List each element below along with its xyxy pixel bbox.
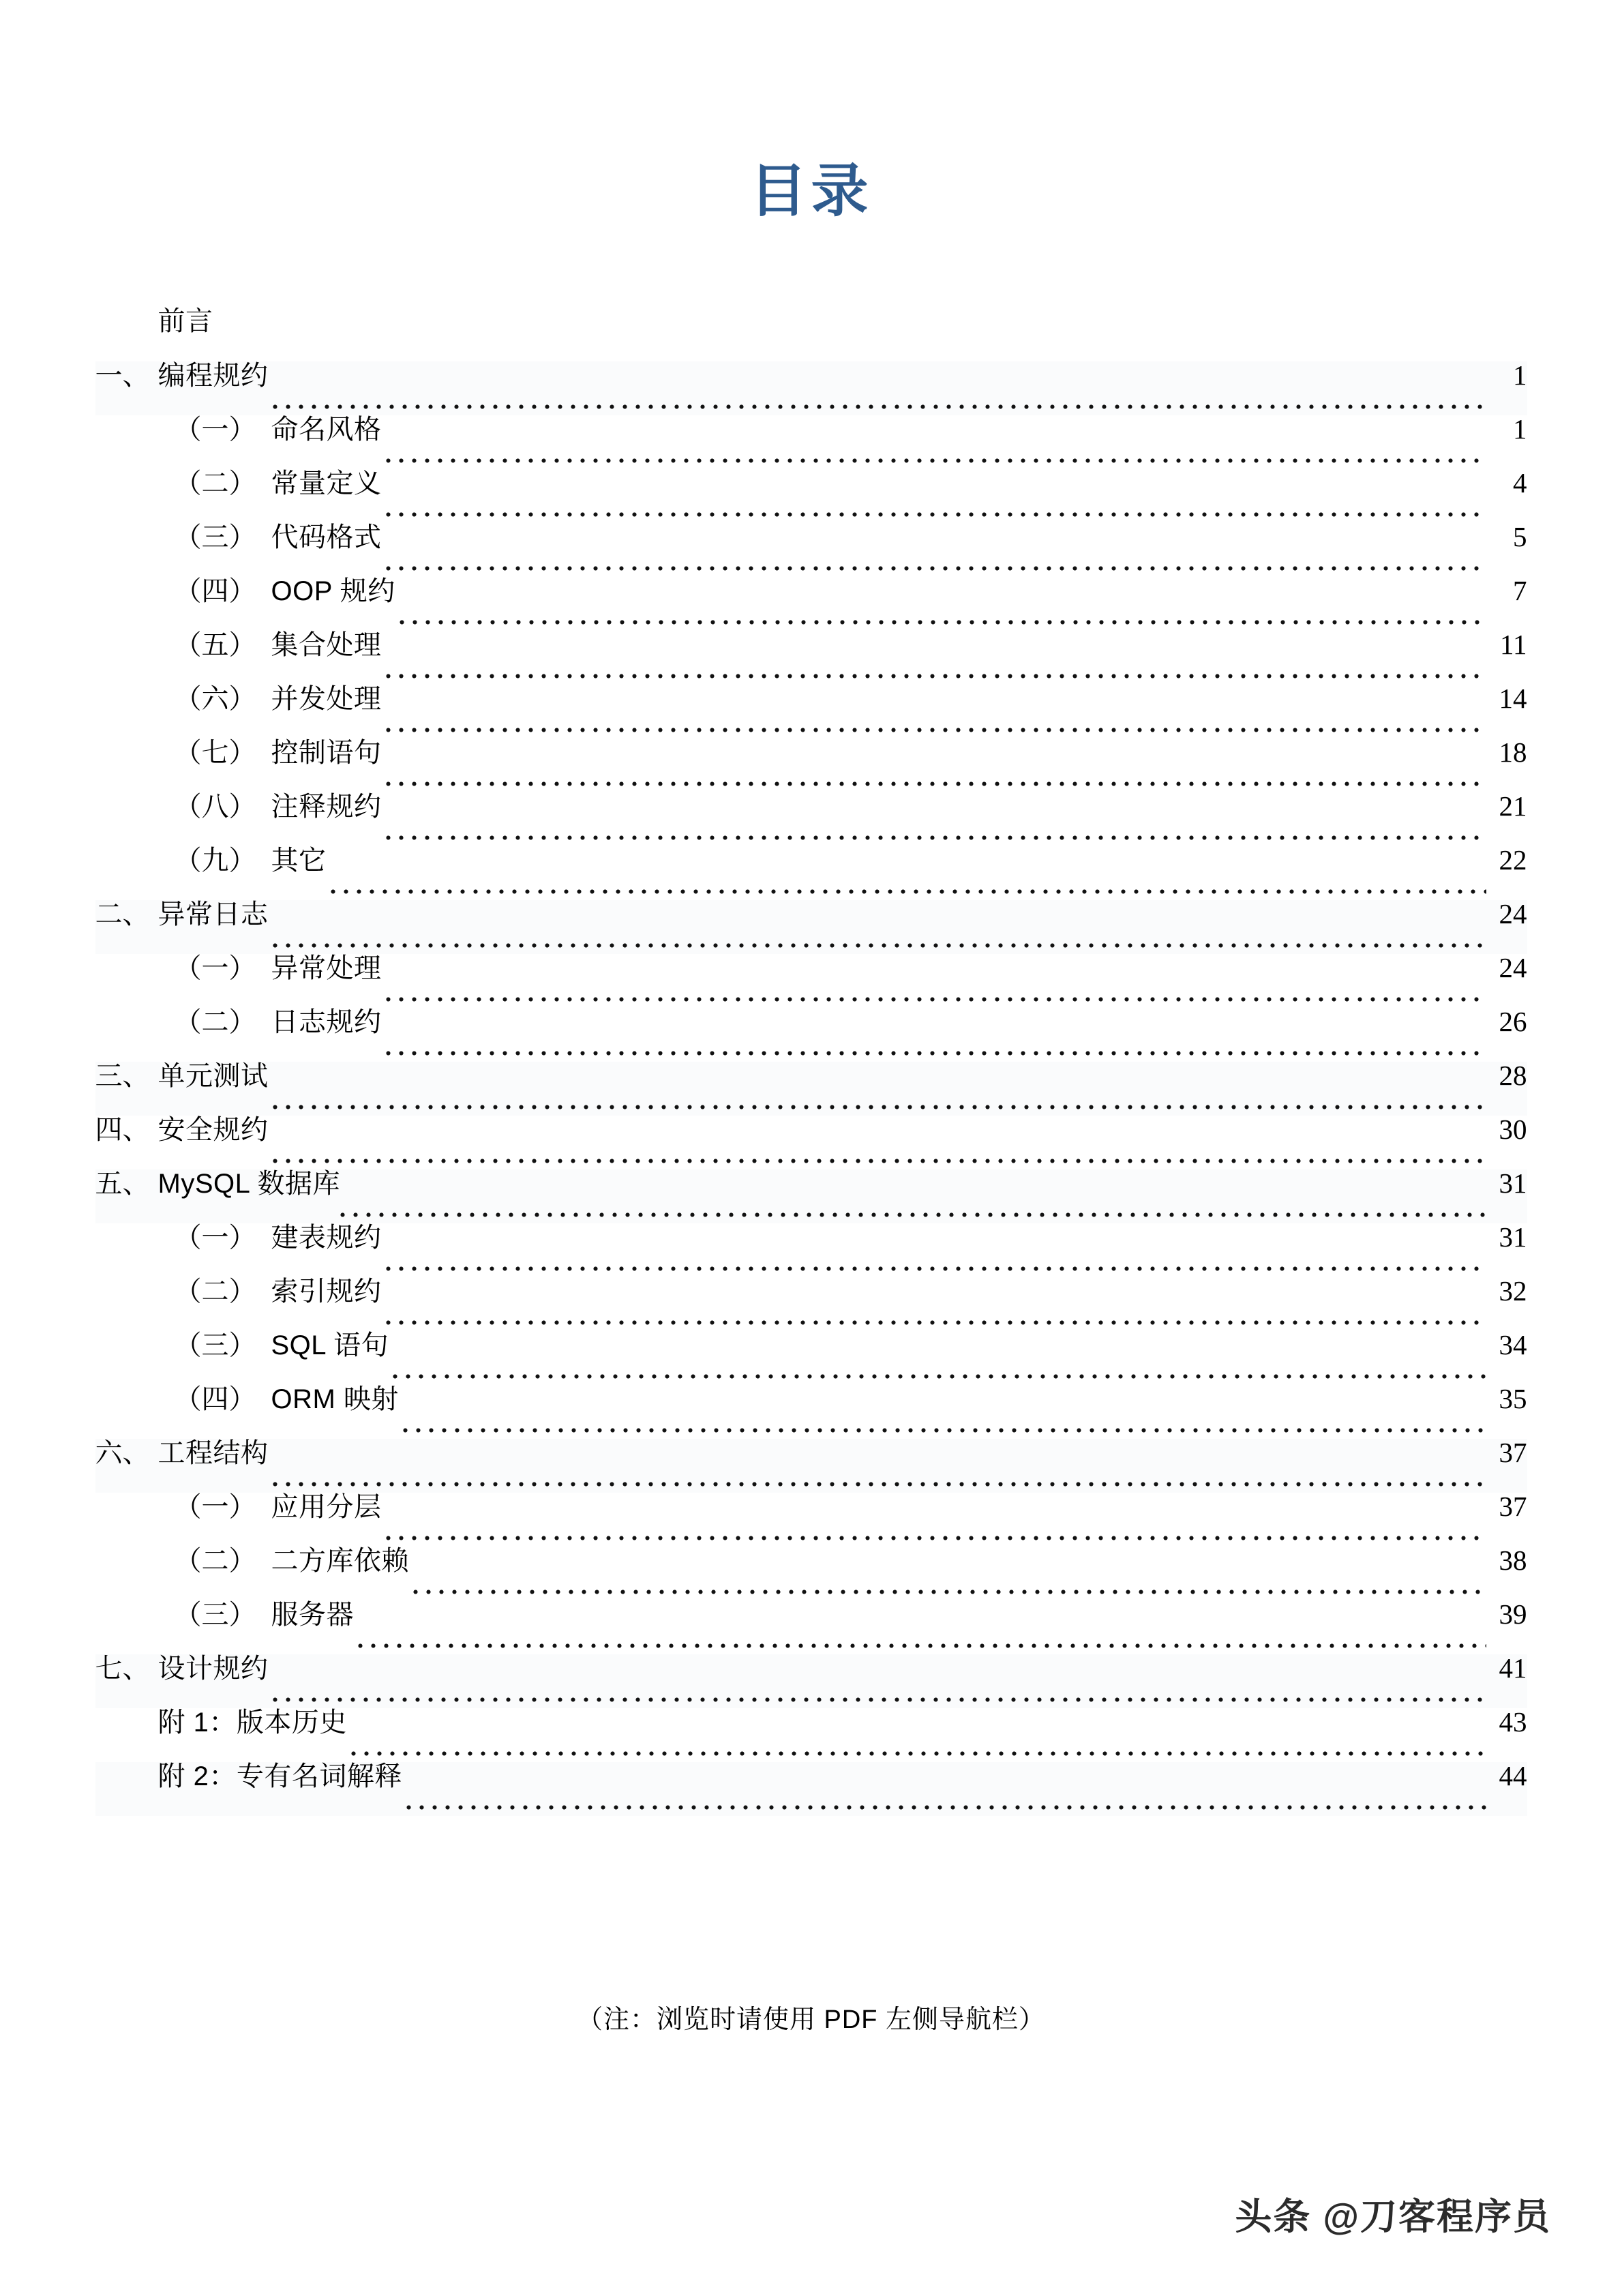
- toc-entry-label-wrap: [95, 1170, 341, 1197]
- toc-entry-marker: （一）: [174, 415, 256, 445]
- toc-entry[interactable]: [95, 1331, 1527, 1385]
- toc-entry-label: 其它: [271, 846, 327, 876]
- dot-leader: [386, 1250, 1486, 1277]
- toc-entry[interactable]: [95, 954, 1527, 1008]
- toc-entry-label: 常量定义: [271, 468, 382, 498]
- toc-entry-label: 集合处理: [271, 630, 382, 660]
- toc-page-number: 37: [1499, 1438, 1527, 1468]
- toc-entry-label-wrap: [95, 416, 382, 443]
- toc-entry-label-wrap: [95, 955, 382, 982]
- toc-entry-marker: 一、: [95, 361, 150, 391]
- dot-leader: [386, 819, 1486, 846]
- toc-entry-label-wrap: [95, 1224, 382, 1251]
- toc-entry-label-wrap: [95, 470, 382, 497]
- toc-page-number: 7: [1513, 576, 1527, 606]
- toc-entry-label-wrap: [95, 1009, 382, 1036]
- toc-entry-label: 单元测试: [157, 1061, 269, 1091]
- dot-leader: [273, 1142, 1486, 1169]
- toc-entry[interactable]: [95, 685, 1527, 739]
- dot-leader: [273, 927, 1486, 954]
- toc-page-number: 24: [1499, 899, 1527, 929]
- toc-entry-marker: （三）: [174, 522, 256, 552]
- toc-page-number: 11: [1500, 630, 1527, 660]
- toc-entry-label: 控制语句: [271, 738, 382, 768]
- toc-entry-label-wrap: [95, 524, 382, 551]
- toc-entry[interactable]: [95, 469, 1527, 523]
- toc-entry[interactable]: [95, 1708, 1527, 1762]
- toc-entry[interactable]: [95, 1223, 1527, 1277]
- footer-note: （注：浏览时请使用 PDF 左侧导航栏）: [576, 2006, 1046, 2034]
- toc-entry-marker: （七）: [174, 738, 256, 768]
- toc-entry-label: 设计规约: [157, 1654, 269, 1684]
- toc-entry[interactable]: [95, 1169, 1527, 1223]
- dot-leader: [273, 1681, 1486, 1708]
- dot-leader: [386, 550, 1486, 577]
- toc-entry-label: 二方库依赖: [271, 1546, 409, 1576]
- toc-page-number: 21: [1499, 792, 1527, 822]
- toc-page-number: 28: [1499, 1061, 1527, 1091]
- toc-entry-label-wrap: [95, 1116, 269, 1144]
- toc-entry-label-wrap: [95, 1493, 382, 1521]
- toc-entry-label-wrap: [95, 362, 269, 389]
- toc-entry-label: 命名风格: [271, 415, 382, 445]
- toc-entry-marker: （一）: [174, 953, 256, 983]
- toc-entry-label: 编程规约: [157, 361, 269, 391]
- toc-entry-marker: （四）: [174, 1384, 256, 1414]
- toc-page-number: 14: [1499, 684, 1527, 714]
- toc-entry-label-wrap: [95, 1655, 269, 1682]
- toc-entry-label: 安全规约: [157, 1115, 269, 1145]
- toc-entry[interactable]: [95, 631, 1527, 685]
- toc-page-number: 35: [1499, 1384, 1527, 1414]
- toc-entry-label-wrap: [95, 847, 327, 874]
- table-of-contents: [95, 258, 1527, 1816]
- toc-entry-label: 索引规约: [271, 1277, 382, 1307]
- toc-entry-marker: 二、: [95, 899, 150, 929]
- toc-entry-label: OOP 规约: [271, 576, 395, 606]
- dot-leader: [386, 765, 1486, 792]
- dot-leader: [386, 496, 1486, 523]
- toc-page-number: 38: [1499, 1546, 1527, 1576]
- toc-entry-label-wrap: [95, 1332, 389, 1359]
- toc-entry-label: 日志规约: [271, 1007, 382, 1037]
- toc-entry-marker: （二）: [174, 1277, 256, 1307]
- toc-entry-label-wrap: [95, 308, 213, 335]
- toc-entry-marker: 七、: [95, 1654, 150, 1684]
- dot-leader: [386, 1034, 1486, 1062]
- toc-entry-label: 建表规约: [271, 1223, 382, 1253]
- watermark: 头条 @刀客程序员: [1235, 2196, 1551, 2237]
- toc-entry-marker: （二）: [174, 468, 256, 498]
- toc-entry-marker: （九）: [174, 846, 256, 876]
- toc-page-number: 18: [1499, 738, 1527, 768]
- toc-page-number: 4: [1513, 468, 1527, 498]
- dot-leader: [386, 657, 1486, 685]
- toc-page-number: 31: [1499, 1223, 1527, 1253]
- toc-entry-label-wrap: [95, 1440, 269, 1467]
- toc-entry-label-wrap: [95, 739, 382, 766]
- toc-entry[interactable]: [95, 1547, 1527, 1600]
- toc-entry-label: 附 2：专有名词解释: [157, 1761, 402, 1791]
- toc-entry-marker: （二）: [174, 1546, 256, 1576]
- toc-entry-label: 注释规约: [271, 792, 382, 822]
- toc-entry-label-wrap: [95, 685, 382, 713]
- dot-leader: [386, 1519, 1486, 1547]
- dot-leader: [393, 1358, 1486, 1385]
- dot-leader: [331, 873, 1486, 900]
- toc-entry[interactable]: [95, 1277, 1527, 1331]
- toc-entry-label-wrap: [95, 1763, 402, 1790]
- toc-page-number: 1: [1513, 415, 1527, 445]
- toc-entry-label-wrap: [95, 1062, 269, 1090]
- toc-entry-label-wrap: [95, 631, 382, 659]
- toc-page-number: 41: [1499, 1654, 1527, 1684]
- toc-entry-marker: 六、: [95, 1438, 150, 1468]
- toc-entry-label-wrap: [95, 578, 395, 605]
- toc-page-number: 31: [1499, 1169, 1527, 1199]
- dot-leader: [413, 1573, 1486, 1600]
- toc-entry-label: SQL 语句: [271, 1330, 389, 1360]
- toc-entry[interactable]: [95, 846, 1527, 900]
- page-title: 目录: [749, 159, 873, 224]
- toc-entry[interactable]: [95, 739, 1527, 792]
- toc-entry-label: ORM 映射: [271, 1384, 399, 1414]
- toc-page-number: 26: [1499, 1007, 1527, 1037]
- toc-entry[interactable]: [95, 577, 1527, 631]
- toc-entry-marker: （三）: [174, 1600, 256, 1630]
- toc-entry-label-wrap: [95, 1547, 410, 1575]
- toc-entry-marker: （六）: [174, 684, 256, 714]
- toc-entry[interactable]: [95, 415, 1527, 469]
- dot-leader: [400, 603, 1486, 631]
- toc-entry[interactable]: [95, 792, 1527, 846]
- toc-page-number: 34: [1499, 1330, 1527, 1360]
- dot-leader: [273, 388, 1486, 415]
- toc-entry-label-wrap: [95, 1386, 399, 1413]
- toc-entry-marker: （二）: [174, 1007, 256, 1037]
- toc-entry-marker: 五、: [95, 1169, 150, 1199]
- toc-entry-label: 附 1：版本历史: [157, 1708, 347, 1738]
- toc-entry-marker: 三、: [95, 1061, 150, 1091]
- toc-page-number: 5: [1513, 522, 1527, 552]
- toc-entry-label: 应用分层: [271, 1492, 382, 1522]
- toc-entry-label-wrap: [95, 901, 269, 928]
- toc-entry[interactable]: [95, 308, 1527, 361]
- dot-leader: [358, 1627, 1486, 1654]
- toc-entry-label: 服务器: [271, 1600, 354, 1630]
- dot-leader: [351, 1735, 1486, 1762]
- toc-entry-label: 异常日志: [157, 899, 269, 929]
- toc-entry-label-wrap: [95, 793, 382, 820]
- toc-entry-label: 工程结构: [157, 1438, 269, 1468]
- dot-leader: [386, 1304, 1486, 1331]
- toc-entry-label-wrap: [95, 1709, 347, 1736]
- toc-page-number: 44: [1499, 1761, 1527, 1791]
- toc-entry[interactable]: [95, 900, 1527, 954]
- toc-entry[interactable]: [95, 1600, 1527, 1654]
- toc-entry-label-wrap: [95, 1278, 382, 1305]
- toc-entry-label: MySQL 数据库: [157, 1169, 340, 1199]
- dot-leader: [386, 442, 1486, 469]
- toc-entry[interactable]: [95, 1654, 1527, 1708]
- toc-entry-label: 并发处理: [271, 684, 382, 714]
- toc-entry-marker: （四）: [174, 576, 256, 606]
- toc-entry[interactable]: [95, 1385, 1527, 1439]
- toc-page-number: 37: [1499, 1492, 1527, 1522]
- toc-page-number: 1: [1513, 361, 1527, 391]
- toc-entry[interactable]: [95, 361, 1527, 415]
- toc-page-number: 22: [1499, 846, 1527, 876]
- toc-page-number: 30: [1499, 1115, 1527, 1145]
- toc-page-number: 24: [1499, 953, 1527, 983]
- toc-entry[interactable]: [95, 1439, 1527, 1493]
- toc-entry-marker: （五）: [174, 630, 256, 660]
- toc-entry-marker: （一）: [174, 1492, 256, 1522]
- toc-entry[interactable]: [95, 523, 1527, 577]
- dot-leader: [340, 1196, 1486, 1223]
- dot-leader: [386, 711, 1486, 739]
- dot-leader: [386, 981, 1486, 1008]
- toc-entry-marker: 四、: [95, 1115, 150, 1145]
- toc-entry-label: 前言: [157, 307, 213, 336]
- toc-entry-label-wrap: [95, 1601, 355, 1628]
- toc-entry-marker: （三）: [174, 1330, 256, 1360]
- dot-leader: [406, 1789, 1486, 1816]
- dot-leader: [403, 1412, 1486, 1439]
- toc-page-number: 43: [1499, 1708, 1527, 1738]
- dot-leader: [273, 1088, 1486, 1116]
- toc-entry[interactable]: [95, 1116, 1527, 1169]
- toc-entry-label: 代码格式: [271, 522, 382, 552]
- toc-entry[interactable]: [95, 1493, 1527, 1547]
- toc-page-number: 39: [1499, 1600, 1527, 1630]
- toc-entry[interactable]: [95, 1062, 1527, 1116]
- toc-page-number: 32: [1499, 1277, 1527, 1307]
- dot-leader: [273, 1465, 1486, 1493]
- toc-entry-label: 异常处理: [271, 953, 382, 983]
- toc-entry-marker: （一）: [174, 1223, 256, 1253]
- toc-entry[interactable]: [95, 1762, 1527, 1816]
- toc-entry[interactable]: [95, 1008, 1527, 1062]
- toc-entry-marker: （八）: [174, 792, 256, 822]
